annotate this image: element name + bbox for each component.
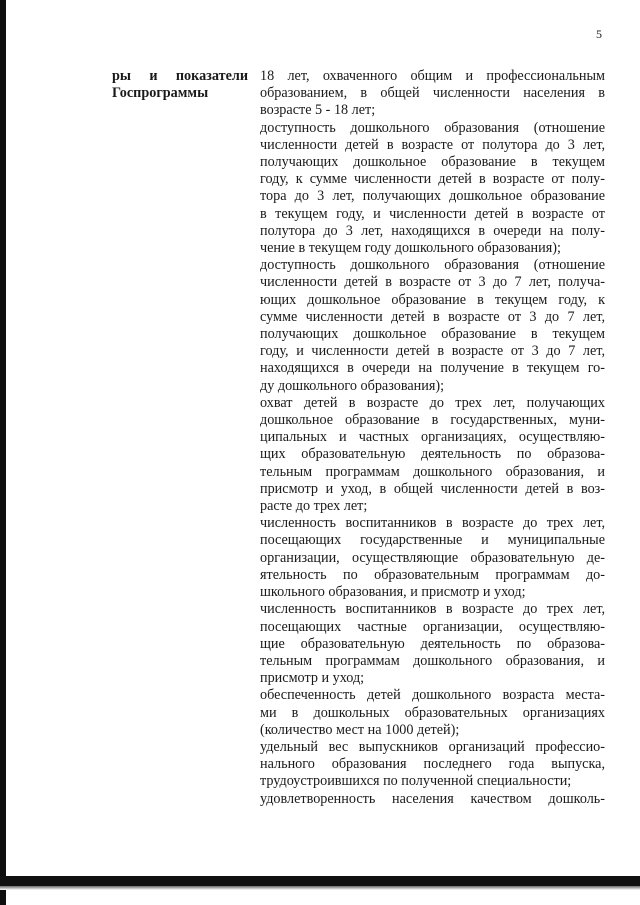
content-line: ми в дошкольных образовательных организациях — [260, 704, 605, 721]
content-line: доступность дошкольного образования (отношение — [260, 119, 605, 136]
content-line: численности детей в возрасте от полутора до 3 лет, — [260, 136, 605, 153]
content-line: посещающих частные организации, осуществляю- — [260, 618, 605, 635]
content-line: образованием, в общей численности населения в — [260, 85, 605, 102]
label-line: ры и показатели — [112, 68, 248, 84]
content-line: обеспеченность детей дошкольного возраста места- — [260, 687, 605, 704]
content-line: тельным программам дошкольного образования, и — [260, 463, 605, 480]
content-line: численность воспитанников в возрасте до трех лет, — [260, 515, 605, 532]
content-line: организации, осуществляющие образовательную де- — [260, 549, 605, 566]
content-line: нального образования последнего года выпуска, — [260, 756, 605, 773]
content-line: получающих дошкольное образование в текущем — [260, 154, 605, 171]
scan-bottom-shadow — [0, 886, 640, 890]
table-label-cell — [112, 68, 248, 102]
label-line: Госпрограммы — [112, 85, 209, 102]
content-line: ющих дошкольное образование в текущем году, к — [260, 291, 605, 308]
content-line: трудоустроившихся по полученной специальности; — [260, 773, 572, 790]
content-line: полутора до 3 лет, находящихся в очереди на полу- — [260, 222, 605, 239]
content-line: численность воспитанников в возрасте до трех лет, — [260, 601, 605, 618]
content-line: ду дошкольного образования); — [260, 377, 445, 394]
content-line: щие образовательную деятельность по образова- — [260, 635, 605, 652]
content-line: тельным программам дошкольного образования, и — [260, 652, 605, 669]
page-number: 5 — [596, 27, 602, 41]
content-line: удовлетворенность населения качеством дошколь- — [260, 790, 605, 807]
scan-bottom-border — [0, 876, 640, 886]
scan-left-border — [0, 0, 6, 905]
content-line: ципальных и частных организациях, осуществляю- — [260, 429, 605, 446]
table-content-cell — [260, 68, 605, 808]
content-line: тора до 3 лет, получающих дошкольное образование — [260, 188, 605, 205]
content-line: дошкольное образование в государственных, муни- — [260, 412, 605, 429]
content-line: году, к сумме численности детей в возрасте от полу- — [260, 171, 605, 188]
content-line: получающих дошкольное образование в текущем — [260, 326, 605, 343]
content-line: удельный вес выпускников организаций профессио- — [260, 738, 605, 755]
content-line: численности детей в возрасте от 3 до 7 лет, получа- — [260, 274, 605, 291]
content-line: щих образовательную деятельность по образова- — [260, 446, 605, 463]
content-line: школьного образования, и присмотр и уход; — [260, 584, 526, 601]
content-line: присмотр и уход, в общей численности детей в воз- — [260, 480, 605, 497]
content-line: находящихся в очереди на получение в текущем го- — [260, 360, 605, 377]
content-line: в текущем году, и численности детей в возрасте от — [260, 205, 605, 222]
content-line: присмотр и уход; — [260, 670, 365, 687]
content-line: 18 лет, охваченного общим и профессиональным — [260, 68, 605, 84]
content-line: году, и численности детей в возрасте от 3 до 7 лет, — [260, 343, 605, 360]
content-line: ятельность по образовательным программам до- — [260, 566, 605, 583]
content-line: доступность дошкольного образования (отношение — [260, 257, 605, 274]
content-line: чение в текущем году дошкольного образования); — [260, 240, 561, 257]
content-line: посещающих государственные и муниципальные — [260, 532, 605, 549]
content-line: охват детей в возрасте до трех лет, получающих — [260, 394, 605, 411]
content-line: расте до трех лет; — [260, 498, 368, 515]
content-line: (количество мест на 1000 детей); — [260, 721, 460, 738]
content-line: сумме численности детей в возрасте от 3 до 7 лет, — [260, 308, 605, 325]
content-line: возрасте 5 - 18 лет; — [260, 102, 376, 119]
